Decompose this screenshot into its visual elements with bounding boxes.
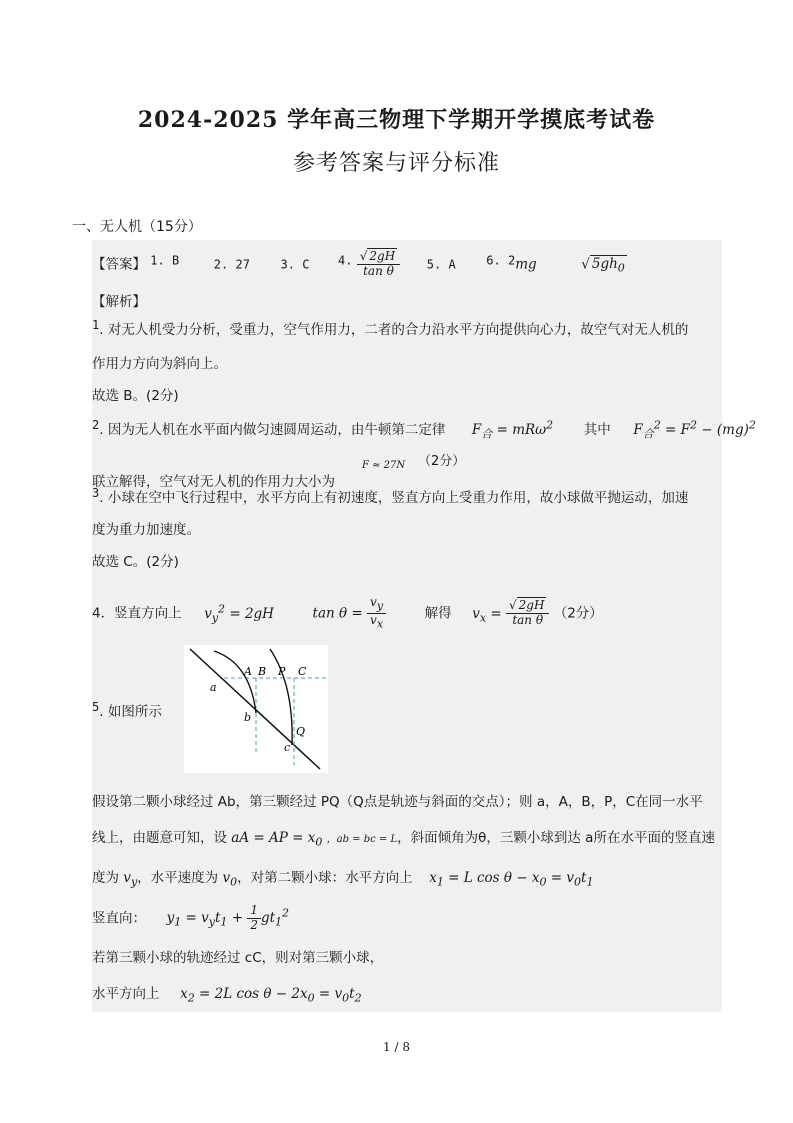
section-heading: 一、无人机（15分）	[72, 219, 202, 235]
answer-5: 5. A	[426, 257, 456, 272]
q5-vertical	[92, 904, 289, 933]
q5-vertical-label: 竖直向：	[92, 910, 146, 927]
label-Q: Q	[296, 725, 306, 738]
answer-6-mg: mg	[515, 256, 537, 273]
q5-x1-formula: $x_1 = L$ $\cos \theta - x_0 = v_0t_1$	[429, 870, 594, 889]
q5-intro-text: . 如图所示	[99, 704, 162, 720]
q5-p2a: 线上，由题意可知，设	[92, 830, 227, 846]
q1-num: 1	[92, 318, 100, 332]
q5-v0: $v_0$	[222, 870, 238, 889]
q4-score: （2分）	[553, 605, 603, 622]
q2-formula2: $F_合^2 = F^2 - (mg)^2$	[633, 418, 756, 441]
q5-half: $\frac{1}{2}$	[247, 904, 261, 933]
q5-p3	[92, 866, 593, 889]
q1-line1	[92, 318, 688, 338]
q5-intro	[92, 700, 162, 720]
q4-formula2: tan θ =	[312, 605, 368, 622]
answer-1: 1. B	[150, 253, 180, 268]
q3-choice: 故选 C。(2分)	[92, 554, 179, 570]
q5-p4: 若第三颗小球的轨迹经过 cC，则对第三颗小球，	[92, 950, 384, 966]
answer-line	[92, 250, 627, 279]
q3-line1	[92, 486, 688, 506]
q5-vy: $v_y$	[123, 870, 138, 889]
q5-y1-tail: $gt_1^2$	[260, 906, 290, 929]
answer-4: 4.	[338, 253, 353, 268]
label-a: a	[210, 681, 217, 694]
q2-where: 其中	[583, 422, 611, 438]
answer-4-formula: $\frac{√ 2gH}{\text{tan θ}}$	[357, 250, 400, 279]
q3-num: 3	[92, 486, 100, 500]
q5-p2	[92, 826, 715, 849]
label-c: c	[284, 741, 291, 754]
q5-p2-formula2: ，ab = bc = L	[326, 834, 398, 845]
q4-result-frac: $\frac{√ 2gH}{\text{tan θ}}$	[506, 599, 549, 628]
q5-horizontal	[92, 982, 362, 1005]
q5-p2b: ，斜面倾角为θ，三颗小球到达 a所在水平面的竖直速	[397, 830, 715, 846]
label-B: B	[258, 665, 267, 678]
q2-num: 2	[92, 418, 100, 432]
doc-subtitle: 参考答案与评分标准	[292, 151, 500, 176]
q2-line1	[92, 418, 756, 442]
q1-choice: 故选 B。(2分)	[92, 388, 179, 404]
q1-text1: . 对无人机受力分析，受重力，空气作用力，二者的合力沿水平方向提供向心力，故空气对无人机的	[99, 322, 689, 338]
q2-text1: . 因为无人机在水平面内做匀速圆周运动，由牛顿第二定律	[99, 422, 446, 438]
q4-label: 4．竖直方向上	[92, 605, 182, 622]
q4-result: $v_x$ =	[472, 605, 506, 625]
answer-6: 6. 2	[486, 253, 516, 268]
q3-line2: 度为重力加速度。	[92, 522, 200, 538]
q5-p3c: ，对第二颗小球：水平方向上	[237, 870, 413, 886]
q3-text1: . 小球在空中飞行过程中，水平方向上有初速度，竖直方向上受重力作用，故小球做平抛运动，加速	[99, 490, 689, 506]
q5-p1: 假设第二颗小球经过 Ab，第三颗经过 PQ（Q点是轨迹与斜面的交点）；则 a，A，B，P，C在同一水平	[92, 794, 703, 810]
q5-p3b: ，水平速度为	[137, 870, 219, 886]
q5-figure	[184, 645, 328, 773]
q4-solve: 解得	[424, 605, 452, 622]
q2-score: （2分）	[418, 454, 466, 469]
q5-horizontal-label: 水平方向上	[92, 986, 160, 1002]
q2-line2: 联立解得，空气对无人机的作用力大小为	[92, 474, 335, 490]
q2-formula1: $F_合 = mR\omega^2$	[471, 418, 554, 441]
q2-result: F ≈ 27N	[362, 460, 406, 471]
label-b: b	[244, 711, 252, 724]
label-C: C	[298, 665, 307, 678]
label-A: A	[244, 665, 252, 678]
q4-line	[92, 596, 603, 631]
q5-num: 5	[92, 700, 100, 714]
q5-y1-formula: $y_1 = v_yt_1$ +	[166, 910, 248, 929]
label-P: P	[278, 665, 286, 678]
answer-label: 【答案】	[92, 256, 146, 273]
q4-frac: $\frac{v_y}{v_x}$	[367, 596, 386, 631]
answer-3: 3. C	[280, 257, 310, 272]
q1-line2: 作用力方向为斜向上。	[92, 356, 227, 372]
answer-6-sqrt: √ $5gh_0$	[581, 256, 625, 275]
doc-title: 2024-2025 学年高三物理下学期开学摸底考试卷	[137, 107, 656, 133]
q5-x2-formula: $x_2 = 2L$ $\cos \theta - 2x_0 = v_0t_2$	[180, 986, 362, 1005]
answer-2: 2. 27	[213, 257, 250, 272]
q5-p3a: 度为	[92, 870, 119, 886]
q5-p2-formula1: aA = AP = $x_0$	[231, 830, 323, 849]
q4-formula1: $v_y^2 = 2gH$	[204, 602, 274, 625]
page-number: 1 / 8	[383, 1040, 410, 1054]
analysis-label: 【解析】	[92, 294, 146, 310]
